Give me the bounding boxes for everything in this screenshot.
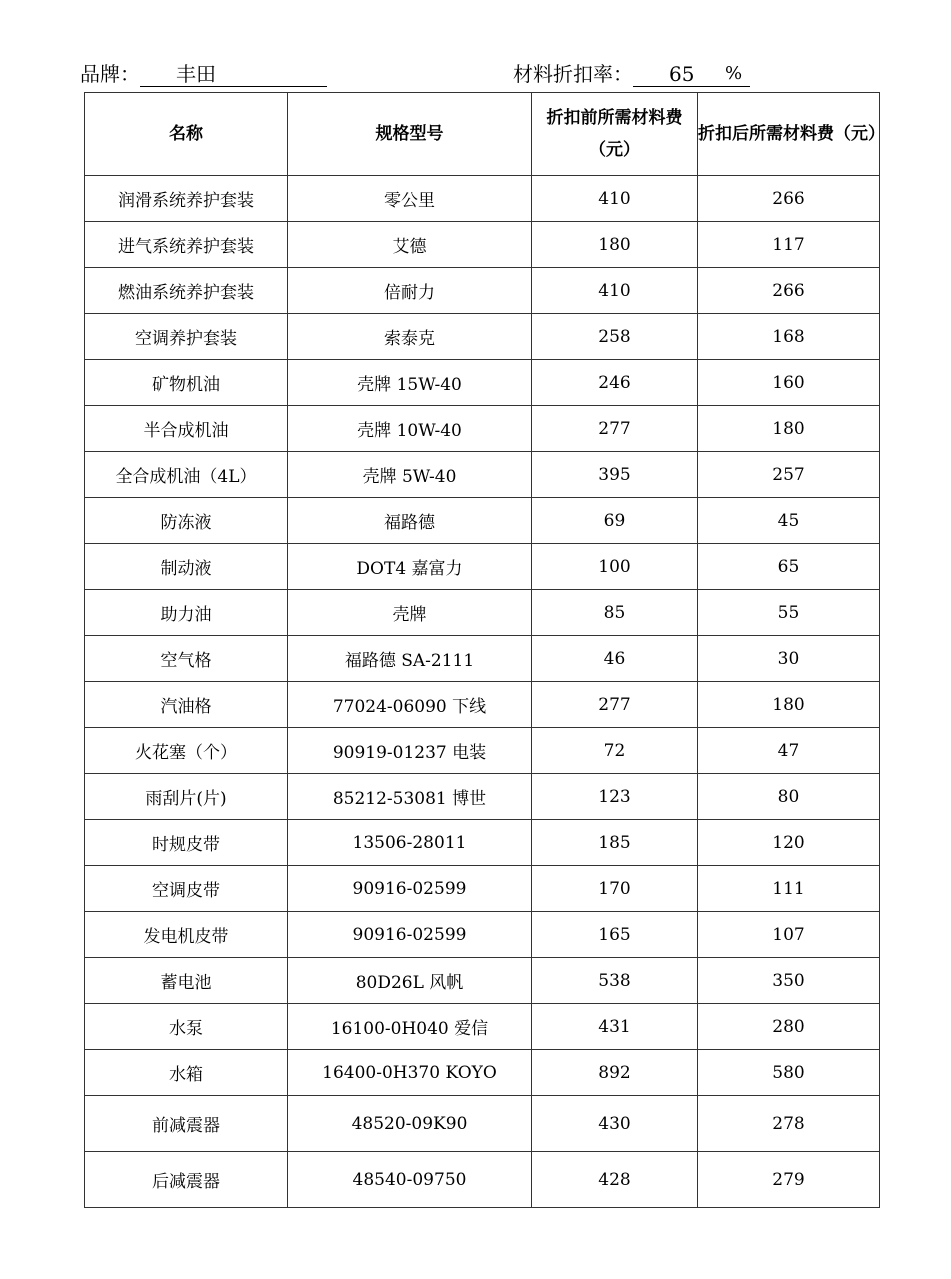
item-spec-cell: 77024-06090 下线 [288, 682, 532, 728]
item-spec-cell: 48520-09K90 [288, 1096, 532, 1152]
price-before-cell: 258 [532, 314, 698, 360]
table-header-row [85, 93, 880, 176]
item-name-cell: 空调养护套装 [85, 314, 288, 360]
table-row [85, 866, 880, 912]
price-after-cell: 279 [698, 1152, 880, 1208]
brand-field [140, 60, 327, 87]
item-spec-cell: 索泰克 [288, 314, 532, 360]
price-after-cell: 160 [698, 360, 880, 406]
item-spec-cell: 壳牌 5W-40 [288, 452, 532, 498]
item-name-cell: 火花塞（个） [85, 728, 288, 774]
item-spec-cell: 16400-0H370 KOYO [288, 1050, 532, 1096]
price-before-cell: 72 [532, 728, 698, 774]
price-before-cell: 428 [532, 1152, 698, 1208]
item-name-cell: 空气格 [85, 636, 288, 682]
table-row [85, 1050, 880, 1096]
item-name-cell: 助力油 [85, 590, 288, 636]
price-after-cell: 168 [698, 314, 880, 360]
price-after-cell: 278 [698, 1096, 880, 1152]
table-row [85, 774, 880, 820]
item-spec-cell: DOT4 嘉富力 [288, 544, 532, 590]
item-spec-cell: 90916-02599 [288, 866, 532, 912]
item-spec-cell: 倍耐力 [288, 268, 532, 314]
discount-value: 65 [669, 62, 695, 86]
item-spec-cell: 13506-28011 [288, 820, 532, 866]
price-after-cell: 65 [698, 544, 880, 590]
item-name-cell: 空调皮带 [85, 866, 288, 912]
price-after-cell: 55 [698, 590, 880, 636]
item-name-cell: 进气系统养护套装 [85, 222, 288, 268]
discount-field [633, 60, 750, 87]
item-name-cell: 润滑系统养护套装 [85, 176, 288, 222]
column-header-spec: 规格型号 [288, 93, 532, 176]
price-after-cell: 45 [698, 498, 880, 544]
price-after-cell: 47 [698, 728, 880, 774]
item-spec-cell: 16100-0H040 爱信 [288, 1004, 532, 1050]
table-row [85, 360, 880, 406]
price-after-cell: 266 [698, 176, 880, 222]
item-name-cell: 后减震器 [85, 1152, 288, 1208]
price-before-cell: 431 [532, 1004, 698, 1050]
item-spec-cell: 90916-02599 [288, 912, 532, 958]
price-before-cell: 69 [532, 498, 698, 544]
table-row [85, 1152, 880, 1208]
table-row [85, 314, 880, 360]
price-table [84, 92, 885, 1208]
brand-label: 品牌： [80, 62, 140, 86]
item-spec-cell: 48540-09750 [288, 1152, 532, 1208]
table-row [85, 544, 880, 590]
item-spec-cell: 壳牌 15W-40 [288, 360, 532, 406]
price-after-cell: 350 [698, 958, 880, 1004]
table-body [85, 176, 880, 1208]
item-name-cell: 水箱 [85, 1050, 288, 1096]
price-before-cell: 277 [532, 406, 698, 452]
table-row [85, 636, 880, 682]
price-before-cell: 100 [532, 544, 698, 590]
table-row [85, 406, 880, 452]
price-after-cell: 107 [698, 912, 880, 958]
item-name-cell: 全合成机油（4L） [85, 452, 288, 498]
discount-label: 材料折扣率： [513, 62, 633, 86]
item-spec-cell: 福路德 SA-2111 [288, 636, 532, 682]
price-before-cell: 410 [532, 268, 698, 314]
item-name-cell: 燃油系统养护套装 [85, 268, 288, 314]
item-spec-cell: 壳牌 10W-40 [288, 406, 532, 452]
table-row [85, 682, 880, 728]
table-row [85, 498, 880, 544]
item-name-cell: 发电机皮带 [85, 912, 288, 958]
table-row [85, 912, 880, 958]
price-before-cell: 85 [532, 590, 698, 636]
price-before-cell: 46 [532, 636, 698, 682]
brand-line [80, 60, 327, 88]
price-after-cell: 80 [698, 774, 880, 820]
column-header-before-discount: 折扣前所需材料费（元） [532, 93, 698, 176]
price-after-cell: 111 [698, 866, 880, 912]
price-before-cell: 246 [532, 360, 698, 406]
price-before-cell: 185 [532, 820, 698, 866]
price-before-cell: 170 [532, 866, 698, 912]
item-name-cell: 雨刮片(片) [85, 774, 288, 820]
price-before-cell: 892 [532, 1050, 698, 1096]
table-row [85, 590, 880, 636]
item-spec-cell: 零公里 [288, 176, 532, 222]
price-before-cell: 165 [532, 912, 698, 958]
discount-line [513, 60, 750, 88]
item-spec-cell: 80D26L 风帆 [288, 958, 532, 1004]
item-name-cell: 前减震器 [85, 1096, 288, 1152]
price-after-cell: 580 [698, 1050, 880, 1096]
table-row [85, 1096, 880, 1152]
table-row [85, 176, 880, 222]
table-row [85, 820, 880, 866]
price-before-cell: 180 [532, 222, 698, 268]
price-after-cell: 266 [698, 268, 880, 314]
table-row [85, 1004, 880, 1050]
item-spec-cell: 艾德 [288, 222, 532, 268]
item-name-cell: 制动液 [85, 544, 288, 590]
price-after-cell: 120 [698, 820, 880, 866]
price-after-cell: 257 [698, 452, 880, 498]
column-header-name: 名称 [85, 93, 288, 176]
item-name-cell: 汽油格 [85, 682, 288, 728]
price-after-cell: 117 [698, 222, 880, 268]
table-row [85, 728, 880, 774]
table-row [85, 452, 880, 498]
price-before-cell: 410 [532, 176, 698, 222]
table-row [85, 222, 880, 268]
price-after-cell: 180 [698, 682, 880, 728]
item-name-cell: 半合成机油 [85, 406, 288, 452]
price-before-cell: 395 [532, 452, 698, 498]
item-name-cell: 防冻液 [85, 498, 288, 544]
item-spec-cell: 福路德 [288, 498, 532, 544]
item-name-cell: 蓄电池 [85, 958, 288, 1004]
discount-unit: % [725, 63, 743, 84]
price-before-cell: 277 [532, 682, 698, 728]
item-name-cell: 矿物机油 [85, 360, 288, 406]
price-after-cell: 180 [698, 406, 880, 452]
item-spec-cell: 85212-53081 博世 [288, 774, 532, 820]
table-row [85, 268, 880, 314]
column-header-after-discount: 折扣后所需材料费（元） [698, 93, 880, 176]
price-after-cell: 30 [698, 636, 880, 682]
price-before-cell: 538 [532, 958, 698, 1004]
price-before-cell: 123 [532, 774, 698, 820]
item-spec-cell: 壳牌 [288, 590, 532, 636]
item-name-cell: 时规皮带 [85, 820, 288, 866]
price-after-cell: 280 [698, 1004, 880, 1050]
table-row [85, 958, 880, 1004]
item-spec-cell: 90919-01237 电装 [288, 728, 532, 774]
price-before-cell: 430 [532, 1096, 698, 1152]
item-name-cell: 水泵 [85, 1004, 288, 1050]
brand-value: 丰田 [176, 62, 216, 86]
